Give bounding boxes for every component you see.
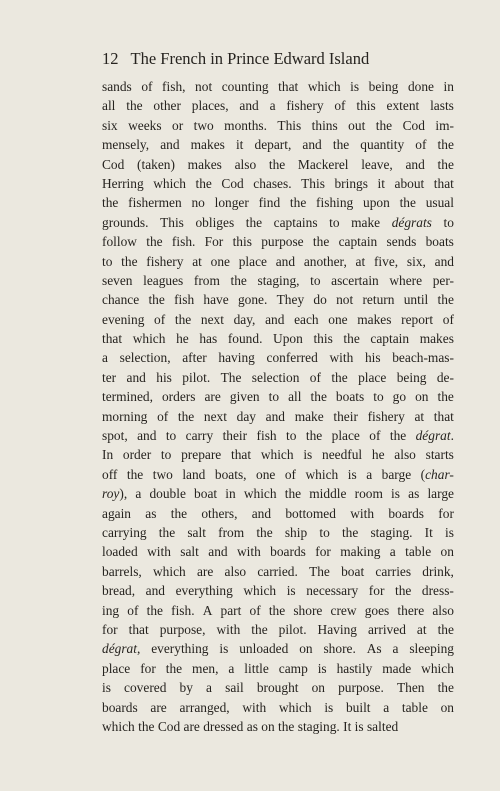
text-line: boards are arranged, with which is built a table on [102, 699, 454, 715]
text-line: Cod (taken) makes also the Mackerel leave, and the [102, 156, 454, 172]
body-text [102, 77, 454, 736]
text-line: dégrat, everything is unloaded on shore. As a sleeping [102, 641, 454, 657]
running-head [102, 48, 369, 70]
text-line: ter and his pilot. The selection of the place being de- [102, 369, 454, 385]
text-line: seven leagues from the staging, to ascertain where per- [102, 272, 454, 288]
text-line: the fishermen no longer find the fishing upon the usual [102, 195, 454, 211]
text-line: a selection, after having conferred with his beach-mas- [102, 350, 454, 366]
text-line: ing of the fish. A part of the shore crew goes there also [102, 602, 454, 618]
page-number: 12 [102, 49, 119, 68]
text-line: barrels, which are also carried. The boat carries drink, [102, 563, 454, 579]
text-line: follow the fish. For this purpose the captain sends boats [102, 234, 454, 250]
running-title: The French in Prince Edward Island [130, 49, 370, 68]
text-line: loaded with salt and with boards for making a table on [102, 544, 454, 560]
text-line: six weeks or two months. This thins out the Cod im- [102, 117, 454, 133]
text-line: is covered by a sail brought on purpose. Then the [102, 680, 454, 696]
text-line: bread, and everything which is necessary for the dress- [102, 583, 454, 599]
text-line: In order to prepare that which is needful he also starts [102, 447, 454, 463]
text-line: that which he has found. Upon this the captain makes [102, 331, 454, 347]
text-line: carrying the salt from the ship to the staging. It is [102, 524, 454, 540]
text-line: to the fishery at one place and another, at five, six, and [102, 253, 454, 269]
text-line: roy), a double boat in which the middle room is as large [102, 486, 454, 502]
text-line: off the two land boats, one of which is a barge (char- [102, 466, 454, 482]
text-line: again as the others, and bottomed with boards for [102, 505, 454, 521]
text-line: for that purpose, with the pilot. Having arrived at the [102, 621, 454, 637]
text-line: mensely, and makes it depart, and the quantity of the [102, 137, 454, 153]
text-line: evening of the next day, and each one makes report of [102, 311, 454, 327]
text-line: spot, and to carry their fish to the place of the dégrat. [102, 428, 454, 444]
text-line: morning of the next day and make their fishery at that [102, 408, 454, 424]
text-line: sands of fish, not counting that which is being done in [102, 79, 454, 94]
text-line: which the Cod are dressed as on the staging. It is salted [102, 718, 399, 734]
text-line: all the other places, and a fishery of this extent lasts [102, 98, 454, 114]
text-line: grounds. This obliges the captains to make dégrats to [102, 214, 454, 230]
text-line: Herring which the Cod chases. This brings it about that [102, 175, 454, 191]
text-line: termined, orders are given to all the boats to go on the [102, 389, 454, 405]
text-line: chance the fish have gone. They do not return until the [102, 292, 454, 308]
text-line: place for the men, a little camp is hastily made which [102, 660, 454, 676]
